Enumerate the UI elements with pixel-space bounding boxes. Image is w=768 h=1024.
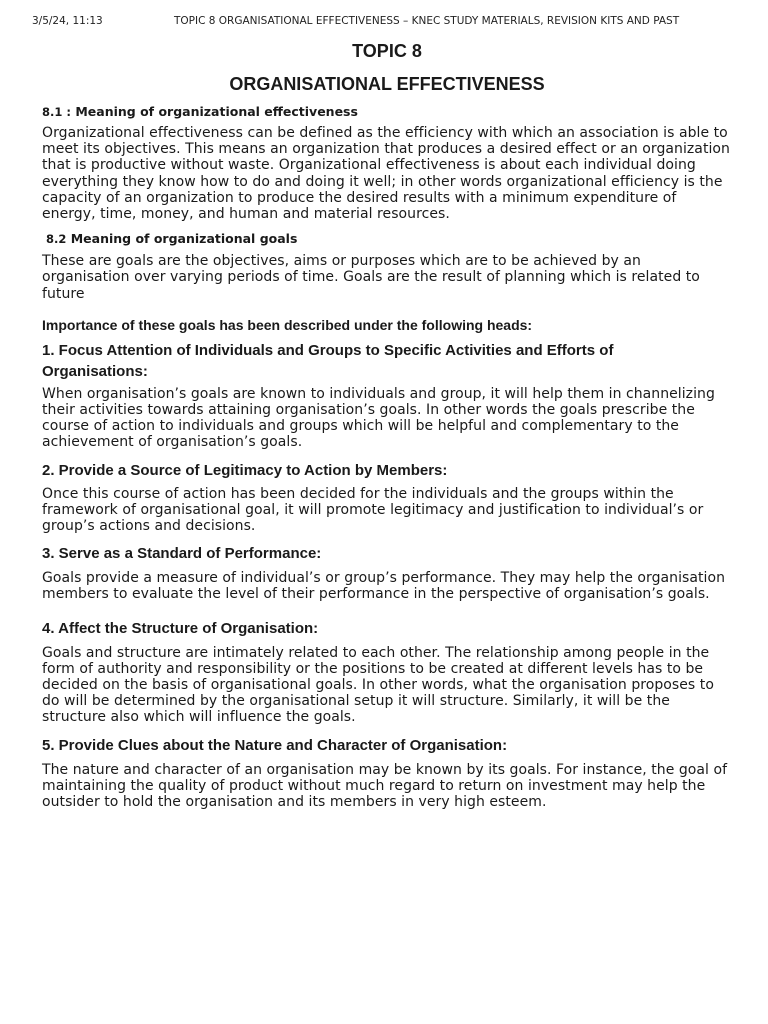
page-title: ORGANISATIONAL EFFECTIVENESS	[229, 74, 545, 94]
head-2-heading: 2. Provide a Source of Legitimacy to Action by Members:	[42, 461, 448, 479]
document-content	[42, 40, 732, 810]
section-8-1-title: Meaning of organizational effectiveness	[75, 104, 358, 119]
print-document-title: TOPIC 8 ORGANISATIONAL EFFECTIVENESS – KNEC STUDY MATERIALS, REVISION KITS AND PAST	[174, 15, 680, 27]
head-3-body: Goals provide a measure of individual’s or group’s performance. They may help the organisation members to evaluate the level of their performance in the perspective of organisation’s goals.	[42, 570, 726, 603]
section-8-2-heading	[46, 231, 732, 247]
section-8-1-number: 8.1 :	[42, 105, 71, 119]
importance-intro: Importance of these goals has been described under the following heads:	[42, 316, 533, 333]
section-8-1-heading	[42, 104, 732, 120]
section-8-1-body: Organizational effectiveness can be defined as the efficiency with which an association is able to meet its objectives. This means an organization that produces a desired effect or an organization that is productive without waste. Organizational effectiveness is about each individual doing everything they know how to do and doing it well; in other words organizational efficiency is the capacity of an organization to produce the desired results with a minimum expenditure of energy, time, money, and human and material resources.	[42, 125, 730, 223]
print-header	[32, 15, 748, 29]
head-3-heading: 3. Serve as a Standard of Performance:	[42, 545, 322, 563]
head-1-heading: 1. Focus Attention of Individuals and Groups to Specific Activities and Efforts of Organisations:	[42, 341, 614, 380]
head-4-heading: 4. Affect the Structure of Organisation:	[42, 619, 319, 637]
head-1-body: When organisation’s goals are known to individuals and group, it will help them in channelizing their activities towards attaining organisation’s goals. In other words the goals prescribe the course of action to individuals and groups which will be helpful and complementary to the achievement of organisation’s goals.	[42, 385, 715, 451]
head-2-body: Once this course of action has been decided for the individuals and the groups within the framework of organisational goal, it will promote legitimacy and justification to individual’s or group’s actions and decisions.	[42, 485, 704, 535]
head-4-body: Goals and structure are intimately related to each other. The relationship among people in the form of authority and responsibility or the positions to be created at different levels has to be decided on the basis of organisational goals. In other words, what the organisation proposes to do will be determined by the organisational setup it will structure. Similarly, it will be the structure also which will influence the goals.	[42, 644, 714, 726]
section-8-2-body: These are goals are the objectives, aims or purposes which are to be achieved by an organisation over varying periods of time. Goals are the result of planning which is related to future	[42, 253, 700, 302]
head-5-heading: 5. Provide Clues about the Nature and Character of Organisation:	[42, 736, 508, 754]
section-8-2-title: Meaning of organizational goals	[70, 231, 298, 247]
topic-label: TOPIC 8	[352, 41, 422, 61]
head-5-body: The nature and character of an organisation may be known by its goals. For instance, the goal of maintaining the quality of product without much regard to return on investment may help the outsider to hold the organisation and its members in very high esteem.	[42, 761, 728, 811]
section-8-2-number: 8.2	[46, 232, 67, 247]
print-datetime: 3/5/24, 11:13	[32, 15, 103, 27]
